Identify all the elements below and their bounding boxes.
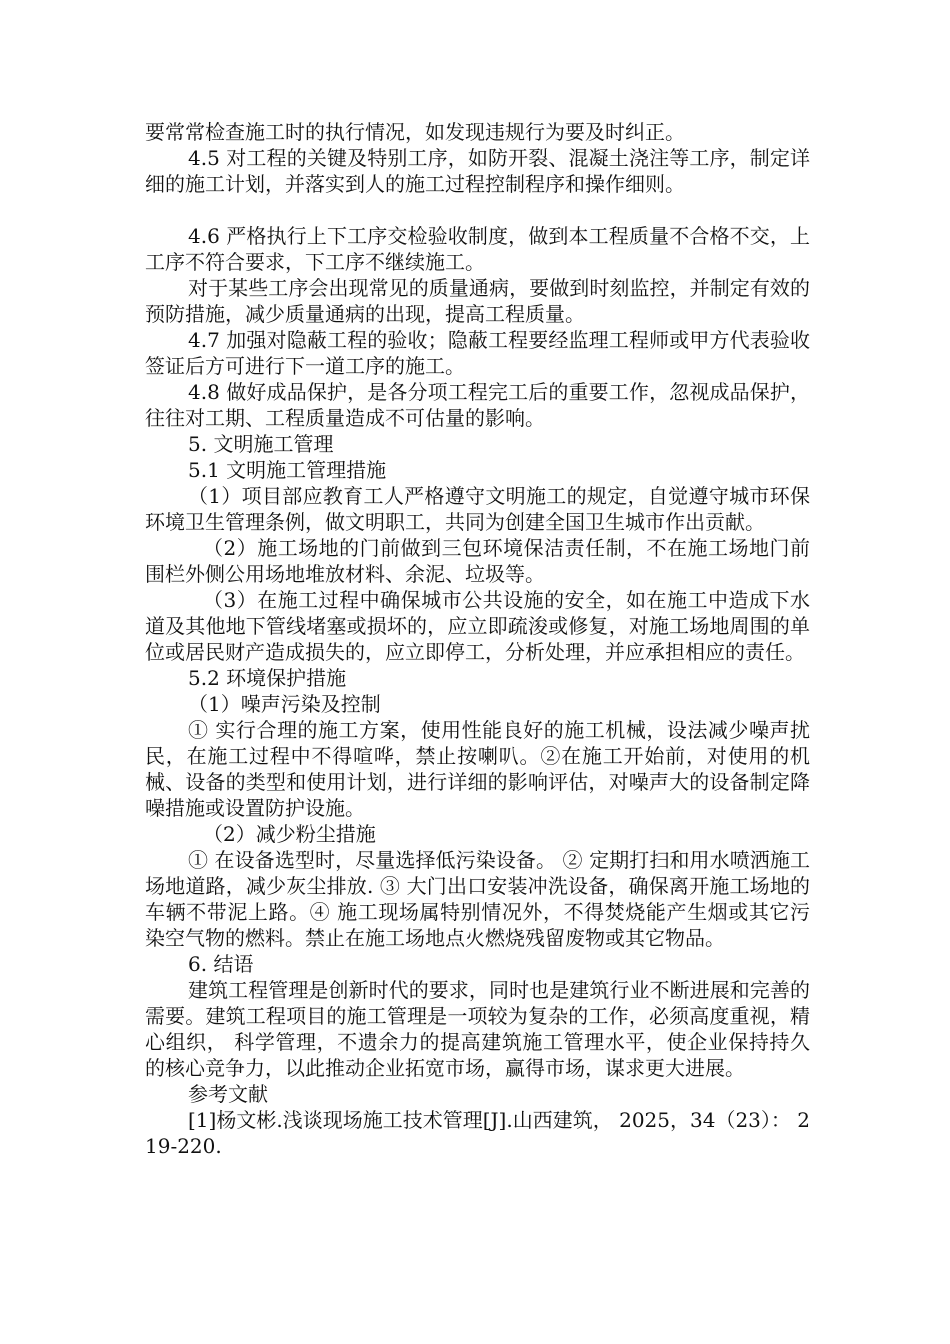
paragraph-5-1-item-2: （2）施工场地的门前做到三包环境保洁责任制，不在施工场地门前围栏外侧公用场地堆放材料、余泥、垃圾等。 bbox=[145, 536, 810, 586]
paragraph-4-8: 4.8 做好成品保护，是各分项工程完工后的重要工作，忽视成品保护，往往对工期、工程质量造成不可估量的影响。 bbox=[145, 380, 810, 430]
section-heading-5: 5. 文明施工管理 bbox=[188, 432, 334, 456]
paragraph-4-6: 4.6 严格执行上下工序交检验收制度，做到本工程质量不合格不交，上工序不符合要求，下工序不继续施工。 bbox=[145, 224, 810, 274]
heading-noise-control: （1）噪声污染及控制 bbox=[188, 692, 381, 716]
paragraph-noise-measures: ① 实行合理的施工方案，使用性能良好的施工机械，设法减少噪声扰民，在施工过程中不得喧哗，禁止按喇叭。②在施工开始前，对使用的机械、设备的类型和使用计划，进行详细的影响评估，对噪声大的设备制定降噪措施或设置防护设施。 bbox=[145, 718, 810, 820]
blank-line bbox=[145, 197, 810, 223]
reference-item-1: [1]杨文彬.浅谈现场施工技术管理[J].山西建筑， 2025，34（23）： 219-220. bbox=[145, 1108, 810, 1158]
paragraph-5-1-item-1: （1）项目部应教育工人严格遵守文明施工的规定，自觉遵守城市环保环境卫生管理条例，做文明职工，共同为创建全国卫生城市作出贡献。 bbox=[145, 484, 810, 534]
paragraph-quality-defects: 对于某些工序会出现常见的质量通病，要做到时刻监控，并制定有效的预防措施，减少质量通病的出现，提高工程质量。 bbox=[145, 276, 810, 326]
references-heading: 参考文献 bbox=[188, 1082, 268, 1106]
paragraph-5-1-item-3: （3）在施工过程中确保城市公共设施的安全，如在施工中造成下水道及其他地下管线堵塞或损坏的，应立即疏浚或修复，对施工场地周围的单位或居民财产造成损失的，应立即停工，分析处理，并应承担相应的责任。 bbox=[145, 588, 810, 664]
subsection-heading-5-2: 5.2 环境保护措施 bbox=[188, 666, 347, 690]
subsection-heading-5-1: 5.1 文明施工管理措施 bbox=[188, 458, 387, 482]
paragraph-dust-measures: ① 在设备选型时，尽量选择低污染设备。 ② 定期打扫和用水喷洒施工场地道路，减少灰尘排放. ③ 大门出口安装冲洗设备，确保离开施工场地的车辆不带泥上路。④ 施工现场属特别情况外，不得焚烧能产生烟或其它污染空气物的燃料。禁止在施工场地点火燃烧残留废物或其它物品。 bbox=[145, 848, 810, 950]
paragraph-continuation: 要常常检查施工时的执行情况，如发现违规行为要及时纠正。 bbox=[145, 120, 685, 144]
document-body bbox=[145, 119, 810, 1159]
paragraph-conclusion: 建筑工程管理是创新时代的要求，同时也是建筑行业不断进展和完善的需要。建筑工程项目的施工管理是一项较为复杂的工作，必须高度重视，精心组织， 科学管理，不遗余力的提高建筑施工管理水平，使企业保持持久的核心竞争力，以此推动企业拓宽市场，赢得市场，谋求更大进展。 bbox=[145, 978, 810, 1080]
section-heading-6: 6. 结语 bbox=[188, 952, 254, 976]
heading-dust-control: （2）减少粉尘措施 bbox=[203, 822, 376, 846]
paragraph-4-7: 4.7 加强对隐蔽工程的验收；隐蔽工程要经监理工程师或甲方代表验收签证后方可进行下一道工序的施工。 bbox=[145, 328, 810, 378]
paragraph-4-5: 4.5 对工程的关键及特别工序，如防开裂、混凝土浇注等工序，制定详细的施工计划，并落实到人的施工过程控制程序和操作细则。 bbox=[145, 146, 810, 196]
